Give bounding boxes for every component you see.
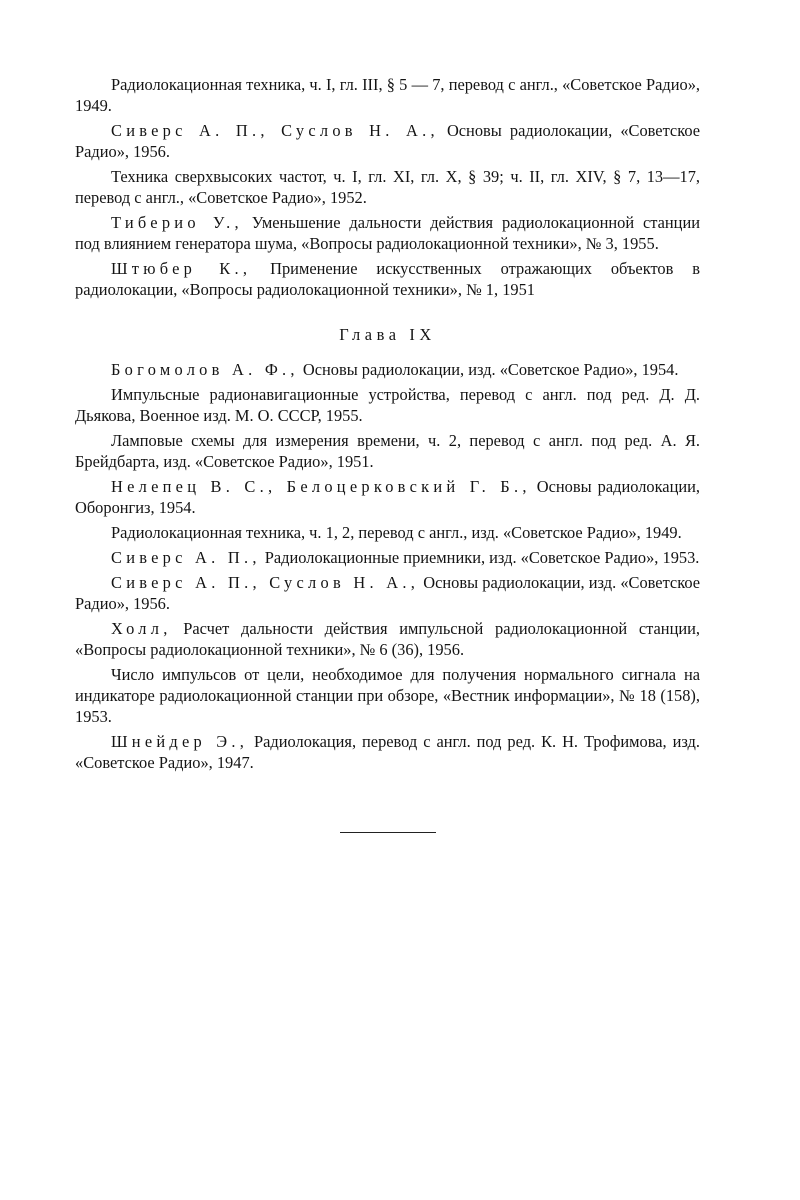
- entry-author: Штюбер К.,: [111, 259, 252, 278]
- bibliography-entry: [75, 74, 700, 116]
- entry-text: Применение искусственных отражающих объектов в радиолокации, «Вопросы радиолокационной техники», № 1, 1951: [75, 259, 700, 299]
- entry-text: Основы радиолокации, Оборонгиз, 1954.: [75, 477, 700, 517]
- entry-text: Основы радиолокации, изд. «Советское Радио», 1956.: [75, 573, 701, 613]
- bibliography-entry: [75, 430, 700, 472]
- entry-text: Число импульсов от цели, необходимое для получения нормального сигнала на индикаторе радиолокационной станции при обзоре, «Вестник информации», № 18 (158), 1953.: [75, 665, 700, 726]
- entry-text: Техника сверхвысоких частот, ч. I, гл. XI, гл. X, § 39; ч. II, гл. XIV, § 7, 13—17, перевод с англ., «Советское Радио», 1952.: [75, 167, 700, 207]
- entry-text: Расчет дальности действия импульсной радиолокационной станции, «Вопросы радиолокационной техники», № 6 (36), 1956.: [75, 619, 700, 659]
- bibliography-entry: [75, 547, 700, 568]
- entry-author: Холл,: [111, 619, 172, 638]
- entry-author: Тиберио У.,: [111, 213, 243, 232]
- bibliography-entry: [75, 384, 700, 426]
- entry-text: Радиолокационные приемники, изд. «Советское Радио», 1953.: [260, 548, 700, 567]
- entry-author: Шнейдер Э.,: [111, 732, 249, 751]
- entry-author: Сиверс А. П.,: [111, 548, 261, 567]
- chapter-heading: Глава IX: [339, 325, 436, 344]
- bibliography-section-chapter-9: [75, 359, 700, 773]
- bibliography-entry: [75, 618, 700, 660]
- entry-text: Основы радиолокации, «Советское Радио», 1956.: [75, 121, 701, 161]
- end-rule-divider: [340, 832, 436, 833]
- entry-author: Богомолов А. Ф.,: [111, 360, 299, 379]
- entry-text: Ламповые схемы для измерения времени, ч. 2, перевод с англ. под ред. А. Я. Брейдбарта, изд. «Советское Радио», 1951.: [75, 431, 700, 471]
- bibliography-entry: [75, 476, 700, 518]
- entry-text: Радиолокация, перевод с англ. под ред. К. Н. Трофимова, изд. «Советское Радио», 1947.: [75, 732, 700, 772]
- entry-author: Сиверс А. П., Суслов Н. А.,: [111, 573, 420, 592]
- entry-text: Основы радиолокации, изд. «Советское Радио», 1954.: [298, 360, 679, 379]
- bibliography-entry: [75, 664, 700, 727]
- entry-text: Уменьшение дальности действия радиолокационной станции под влиянием генератора шума, «Вопросы радиолокационной техники», № 3, 1955.: [75, 213, 701, 253]
- entry-text: Радиолокационная техника, ч. 1, 2, перевод с англ., изд. «Советское Радио», 1949.: [111, 523, 682, 542]
- bibliography-entry: [75, 120, 700, 162]
- entry-author: Нелепец В. С., Белоцерковский Г. Б.,: [111, 477, 531, 496]
- bibliography-entry: [75, 522, 700, 543]
- bibliography-entry: [75, 359, 700, 380]
- bibliography-entry: [75, 258, 700, 300]
- bibliography-entry: [75, 166, 700, 208]
- entry-text: Радиолокационная техника, ч. I, гл. III, § 5 — 7, перевод с англ., «Советское Радио», 1949.: [75, 75, 700, 115]
- bibliography-entry: [75, 731, 700, 773]
- bibliography-entry: [75, 572, 700, 614]
- bibliography-section-continued: [75, 74, 700, 300]
- bibliography-page: [75, 74, 700, 777]
- entry-author: Сиверс А. П., Суслов Н. А.,: [111, 121, 439, 140]
- bibliography-entry: [75, 212, 700, 254]
- entry-text: Импульсные радионавигационные устройства, перевод с англ. под ред. Д. Д. Дьякова, Военное изд. М. О. СССР, 1955.: [75, 385, 700, 425]
